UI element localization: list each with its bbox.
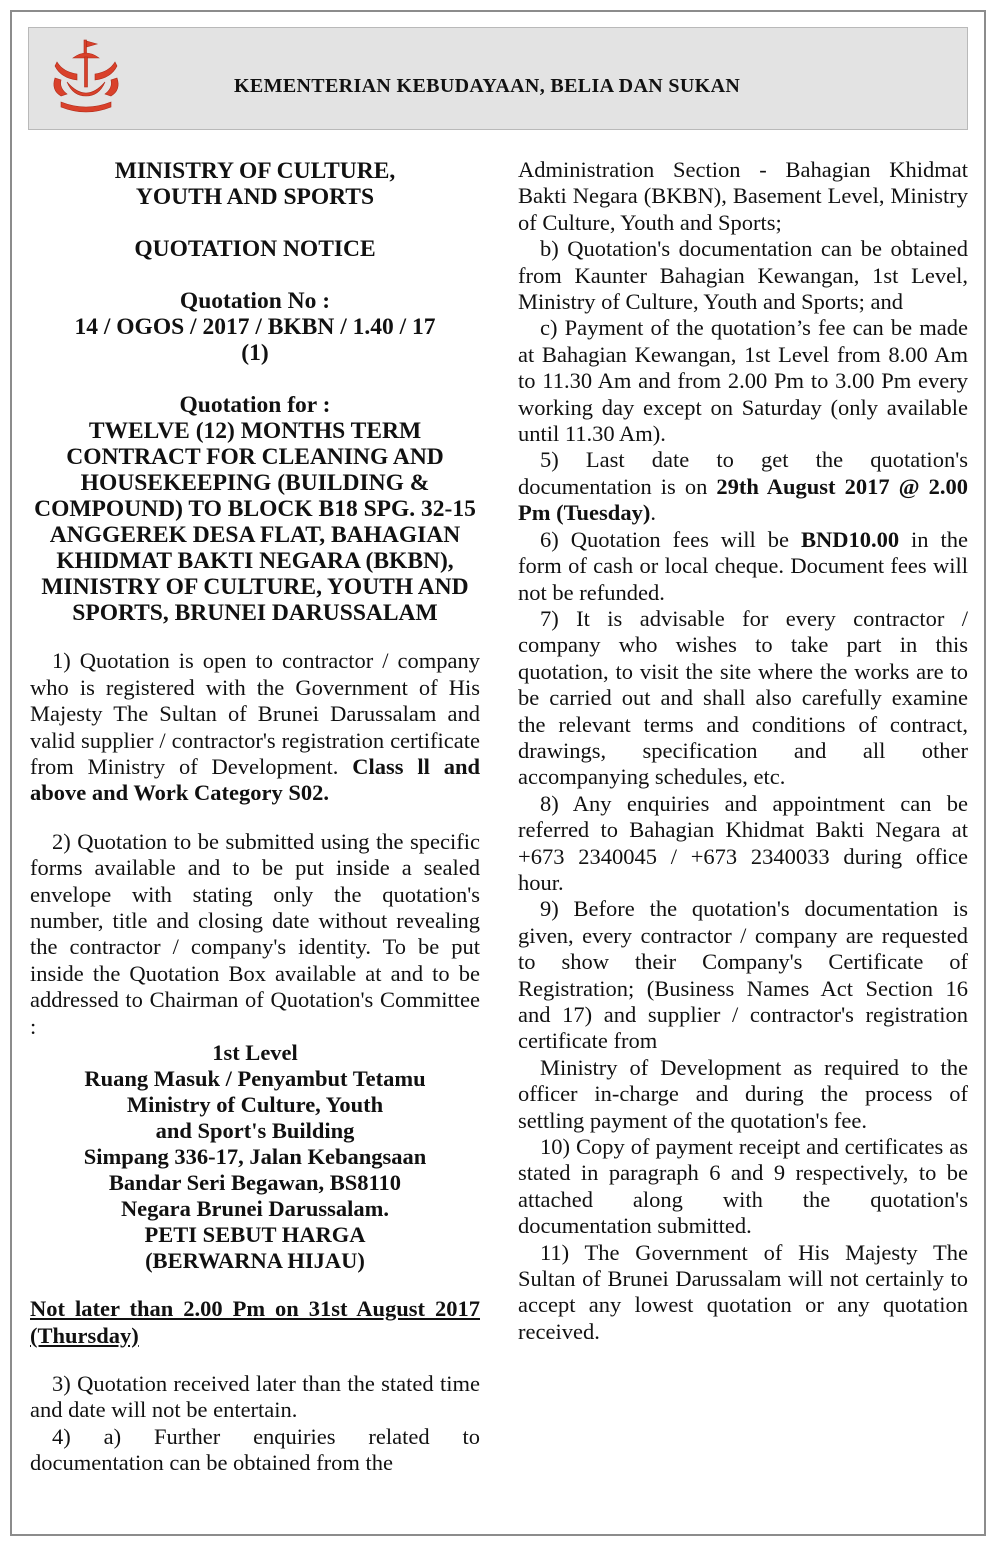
ministry-title-line1: MINISTRY OF CULTURE, bbox=[114, 158, 396, 184]
left-column bbox=[30, 150, 480, 1477]
paragraph-7: 7) It is advisable for every contractor / company who wishes to take part in this quotation, to visit the site where the works are to be carried out and shall also carefully examine the relevant terms and conditions of contract, drawings, specification and all other accompanying schedules, etc. bbox=[518, 605, 968, 790]
ministry-malay-title: KEMENTERIAN KEBUDAYAAN, BELIA DAN SUKAN bbox=[234, 75, 741, 97]
address-line: and Sport's Building bbox=[155, 1118, 355, 1144]
address-line: Negara Brunei Darussalam. bbox=[120, 1196, 390, 1222]
class-requirement: Class ll and above and Work Category S02. bbox=[30, 754, 480, 806]
brunei-crest-icon bbox=[47, 38, 125, 118]
paragraph-6-text: 6) Quotation fees will be bbox=[540, 526, 789, 552]
address-line: PETI SEBUT HARGA bbox=[144, 1222, 366, 1248]
paragraph-11: 11) The Government of His Majesty The Sultan of Brunei Darussalam will not certainly to accept any lowest quotation or any quotation received. bbox=[518, 1239, 968, 1344]
right-column bbox=[518, 157, 968, 1345]
notice-heading: QUOTATION NOTICE bbox=[134, 236, 376, 262]
paragraph-5-text: 5) Last date to get the quotation's documentation is on bbox=[518, 447, 968, 499]
paragraph-1-text: 1) Quotation is open to contractor / company who is registered with the Government of His Majesty The Sultan of Brunei Darussalam and valid supplier / contractor's registration certificate from Ministry of Development. bbox=[30, 648, 480, 780]
submission-address bbox=[30, 1040, 480, 1274]
paragraph-6-end: in the form of cash or local cheque. Document fees will not be refunded. bbox=[518, 526, 968, 605]
header-banner bbox=[28, 27, 968, 130]
paragraph-1 bbox=[30, 648, 480, 806]
contract-title: TWELVE (12) MONTHS TERM CONTRACT FOR CLEANING AND HOUSEKEEPING (BUILDING & COMPOUND) TO BLOCK B18 SPG. 32-15 ANGGEREK DESA FLAT, BAHAGIAN KHIDMAT BAKTI NEGARA (BKBN), MINISTRY OF CULTURE, YOUTH AND SPORTS, BRUNEI DARUSSALAM bbox=[34, 418, 476, 627]
paragraph-9-continued: Ministry of Development as required to the officer in-charge and during the process of settling payment of the quotation's fee. bbox=[518, 1054, 968, 1133]
paragraph-2: 2) Quotation to be submitted using the specific forms available and to be put inside a sealed envelope with stating only the quotation's number, title and closing date without revealing the contractor / company's identity. To be put inside the Quotation Box available at and to be addressed to Chairman of Quotation's Committee : bbox=[30, 828, 480, 1039]
paragraph-9: 9) Before the quotation's documentation is given, every contractor / company are requested to show their Company's Certificate of Registration; (Business Names Act Section 16 and 17) and supplier / contractor's registration certificate from bbox=[518, 896, 968, 1054]
address-line: Bandar Seri Begawan, BS8110 bbox=[108, 1170, 402, 1196]
address-line: Ministry of Culture, Youth bbox=[126, 1092, 384, 1118]
ministry-title-line2: YOUTH AND SPORTS bbox=[135, 184, 375, 210]
quotation-for-label: Quotation for : bbox=[179, 392, 331, 419]
paragraph-3: 3) Quotation received later than the stated time and date will not be entertain. bbox=[30, 1370, 480, 1423]
closing-deadline: Not later than 2.00 Pm on 31st August 2017 (Thursday) bbox=[30, 1296, 480, 1348]
paragraph-4b: b) Quotation's documentation can be obtained from Kaunter Bahagian Kewangan, 1st Level, Ministry of Culture, Youth and Sports; and bbox=[518, 236, 968, 315]
last-date: 29th August 2017 @ 2.00 Pm (Tuesday) bbox=[518, 473, 968, 526]
quotation-no-suffix: (1) bbox=[241, 340, 269, 367]
address-line: (BERWARNA HIJAU) bbox=[145, 1248, 365, 1274]
paragraph-8: 8) Any enquiries and appointment can be referred to Bahagian Khidmat Bakti Negara at +673 2340045 / +673 2340033 during office hour. bbox=[518, 790, 968, 895]
paragraph-5-end: . bbox=[650, 500, 656, 526]
paragraph-4a: 4) a) Further enquiries related to documentation can be obtained from the bbox=[30, 1423, 480, 1476]
quotation-no-label: Quotation No : bbox=[179, 288, 331, 315]
paragraph-4a-continued: Administration Section - Bahagian Khidmat Bakti Negara (BKBN), Basement Level, Ministry of Culture, Youth and Sports; bbox=[518, 157, 968, 235]
fee-amount: BND10.00 bbox=[800, 526, 900, 552]
paragraph-6 bbox=[518, 527, 968, 606]
ministry-title bbox=[30, 158, 480, 210]
address-line: Ruang Masuk / Penyambut Tetamu bbox=[84, 1066, 426, 1092]
quotation-no-value: 14 / OGOS / 2017 / BKBN / 1.40 / 17 bbox=[74, 314, 436, 341]
address-line: 1st Level bbox=[212, 1040, 298, 1066]
address-line: Simpang 336-17, Jalan Kebangsaan bbox=[83, 1144, 427, 1170]
paragraph-4c: c) Payment of the quotation’s fee can be made at Bahagian Kewangan, 1st Level from 8.00 Am to 11.30 Am and from 2.00 Pm to 3.00 Pm every working day except on Saturday (only available until 11.30 Am). bbox=[518, 315, 968, 447]
paragraph-5 bbox=[518, 447, 968, 526]
paragraph-10: 10) Copy of payment receipt and certificates as stated in paragraph 6 and 9 respectively, to be attached along with the quotation's documentation submitted. bbox=[518, 1134, 968, 1239]
